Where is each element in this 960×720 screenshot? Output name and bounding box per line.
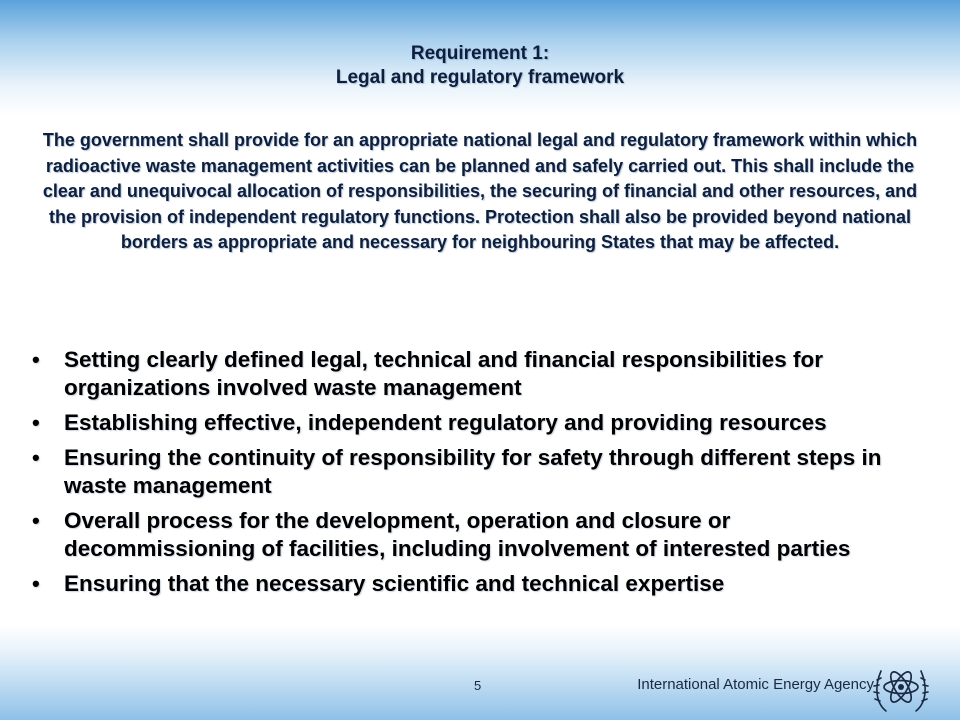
bullet-dot-icon: • [32,410,40,435]
bullet-item [26,570,926,598]
bullet-dot-icon: • [32,571,40,596]
slide-title-line-1: Requirement 1: [410,43,550,64]
bullet-item [26,346,926,402]
organization-name: International Atomic Energy Agency [637,676,874,693]
bullet-item [26,444,926,500]
bullet-text: Ensuring that the necessary scientific and technical expertise [64,571,725,596]
iaea-atom-logo-icon [872,657,930,717]
page-number: 5 [474,678,482,693]
bullet-list [26,346,926,605]
requirement-statement: The government shall provide for an appropriate national legal and regulatory framework within which radioactive waste management activities can be planned and safely carried out. This shall include the clear and unequivocal allocation of responsibilities, the securing of financial and other resources, and the provision of independent regulatory functions. Protection shall also be provided beyond national borders as appropriate and necessary for neighbouring States that may be affected. [42,130,918,252]
bullet-text: Overall process for the development, operation and closure or decommissioning of facilities, including involvement of interested parties [64,508,851,561]
bullet-text: Setting clearly defined legal, technical and financial responsibilities for organizations involved waste management [64,347,823,400]
bullet-dot-icon: • [32,347,40,372]
bullet-item [26,409,926,437]
bullet-text: Ensuring the continuity of responsibility for safety through different steps in waste management [64,445,882,498]
bullet-dot-icon: • [32,445,40,470]
bullet-item [26,507,926,563]
slide-title [20,42,940,90]
slide-title-line-2: Legal and regulatory framework [335,67,625,88]
bullet-text: Establishing effective, independent regulatory and providing resources [64,410,827,435]
bullet-dot-icon: • [32,508,40,533]
